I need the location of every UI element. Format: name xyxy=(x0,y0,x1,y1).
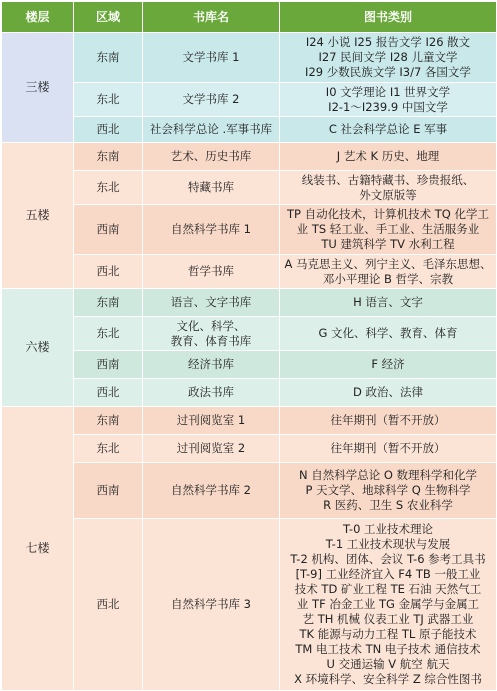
area-cell: 西北 xyxy=(74,255,143,289)
category-line: T-0 工业技术理论 xyxy=(342,522,434,536)
floor-group-6 xyxy=(2,289,497,407)
category-line: 业 TF 冶金工业 TG 金属学与金属工 xyxy=(296,597,480,611)
area-cell: 东南 xyxy=(74,143,143,171)
library-cell xyxy=(143,519,280,691)
library-name: 文学书库 1 xyxy=(182,50,240,64)
header-area: 区域 xyxy=(74,2,143,33)
category-line: C 社会科学总论 E 军事 xyxy=(328,122,448,136)
category-line: T-2 机构、团体、会议 T-6 参考工具书 xyxy=(290,552,486,566)
table-row xyxy=(2,117,497,143)
category-line: TP 自动化技术，计算机技术 TQ 化学工 xyxy=(286,207,489,221)
category-cell xyxy=(280,317,497,351)
library-cell xyxy=(143,83,280,117)
category-cell xyxy=(280,435,497,463)
area-cell: 西南 xyxy=(74,205,143,255)
category-cell xyxy=(280,171,497,205)
library-cell xyxy=(143,255,280,289)
library-cell xyxy=(143,463,280,519)
area-cell: 东南 xyxy=(74,289,143,317)
area-cell: 东北 xyxy=(74,317,143,351)
floor-cell: 三楼 xyxy=(2,33,74,143)
header-floor: 楼层 xyxy=(2,2,74,33)
library-name: 语言、文字书库 xyxy=(170,295,252,309)
floor-cell: 六楼 xyxy=(2,289,74,407)
area-cell: 东南 xyxy=(74,407,143,435)
area-cell: 东北 xyxy=(74,83,143,117)
category-cell xyxy=(280,143,497,171)
category-line: 技术 TD 矿业工程 TE 石油 天然气工 xyxy=(294,582,482,596)
category-line: 往年期刊（暂不开放） xyxy=(330,441,446,455)
table-row xyxy=(2,407,497,435)
category-cell xyxy=(280,519,497,691)
library-name: 艺术、历史书库 xyxy=(170,149,252,163)
category-cell xyxy=(280,407,497,435)
table-row xyxy=(2,171,497,205)
table-row xyxy=(2,33,497,83)
library-name: 教育、体育书库 xyxy=(170,333,252,348)
library-cell xyxy=(143,407,280,435)
library-cell xyxy=(143,33,280,83)
category-line: A 马克思主义、列宁主义、毛泽东思想、 xyxy=(284,256,492,271)
category-line: 往年期刊（暂不开放） xyxy=(330,413,446,427)
library-name: 过刊阅览室 2 xyxy=(176,441,246,455)
library-name: 文化、科学、 xyxy=(176,318,246,333)
category-cell xyxy=(280,351,497,379)
table-row xyxy=(2,205,497,255)
library-cell xyxy=(143,143,280,171)
category-line: J 艺术 K 历史、地理 xyxy=(336,149,440,163)
library-name: 哲学书库 xyxy=(188,264,234,278)
library-cell xyxy=(143,351,280,379)
category-line: I2-1～I239.9 中国文学 xyxy=(328,99,448,114)
category-cell xyxy=(280,289,497,317)
category-line: 外文原版等 xyxy=(359,187,417,202)
category-line: U 交通运输 V 航空 航天 xyxy=(326,657,450,671)
table-row xyxy=(2,519,497,691)
table-row xyxy=(2,317,497,351)
header-categories: 图书类别 xyxy=(280,2,497,33)
category-line: I24 小说 I25 报告文学 I26 散文 xyxy=(305,35,471,49)
category-line: F 经济 xyxy=(371,357,405,371)
library-name: 社会科学总论 .军事书库 xyxy=(149,122,273,136)
table-row xyxy=(2,435,497,463)
area-cell: 东南 xyxy=(74,33,143,83)
area-cell: 西南 xyxy=(74,351,143,379)
library-directory-table xyxy=(1,1,497,691)
header-row xyxy=(2,2,497,33)
library-name: 特藏书库 xyxy=(188,180,234,194)
category-line: TM 电工技术 TN 电子技术 通信技术 xyxy=(295,642,481,656)
table-row xyxy=(2,83,497,117)
category-line: G 文化、科学、教育、体育 xyxy=(318,326,458,340)
library-name: 自然科学书库 1 xyxy=(171,222,251,236)
category-line: TK 能源与动力工程 TL 原子能技术 xyxy=(299,627,477,641)
category-cell xyxy=(280,255,497,289)
category-cell xyxy=(280,117,497,143)
library-cell xyxy=(143,289,280,317)
table-row xyxy=(2,143,497,171)
area-cell: 西北 xyxy=(74,519,143,691)
floor-group-3 xyxy=(2,33,497,143)
floor-cell: 五楼 xyxy=(2,143,74,289)
category-cell xyxy=(280,83,497,117)
table-row xyxy=(2,463,497,519)
library-cell xyxy=(143,317,280,351)
floor-cell: 七楼 xyxy=(2,407,74,691)
library-cell xyxy=(143,379,280,407)
library-cell xyxy=(143,171,280,205)
floor-group-5 xyxy=(2,143,497,289)
area-cell: 西南 xyxy=(74,463,143,519)
category-cell xyxy=(280,205,497,255)
category-line: 线装书、古籍特藏书、珍贵报纸、 xyxy=(301,172,475,187)
library-name: 过刊阅览室 1 xyxy=(176,413,246,427)
area-cell: 东北 xyxy=(74,435,143,463)
category-line: 艺 TH 机械 仪表工业 TJ 武器工业 xyxy=(302,612,474,626)
category-line: I0 文学理论 I1 世界文学 xyxy=(325,84,451,99)
table-row xyxy=(2,289,497,317)
area-cell: 西北 xyxy=(74,117,143,143)
library-name: 政法书库 xyxy=(188,385,234,399)
table-row xyxy=(2,255,497,289)
table-row xyxy=(2,379,497,407)
library-cell xyxy=(143,117,280,143)
header-library: 书库名 xyxy=(143,2,280,33)
category-line: P 天文学、地球科学 Q 生物科学 xyxy=(305,483,471,497)
area-cell: 东北 xyxy=(74,171,143,205)
category-line: [T-9] 工业经济宜入 F4 TB 一般工业 xyxy=(295,567,481,581)
category-cell xyxy=(280,463,497,519)
category-cell xyxy=(280,33,497,83)
floor-group-7 xyxy=(2,407,497,691)
table-row xyxy=(2,351,497,379)
category-line: TU 建筑科学 TV 水利工程 xyxy=(321,237,455,251)
category-line: I27 民间文学 I28 儿童文学 xyxy=(318,50,458,64)
library-name: 自然科学书库 2 xyxy=(171,483,251,497)
library-name: 文学书库 2 xyxy=(182,92,240,106)
category-line: D 政治、法律 xyxy=(352,385,423,399)
library-name: 经济书库 xyxy=(188,357,234,371)
category-line: T-1 工业技术现状与发展 xyxy=(325,537,451,551)
library-name: 自然科学书库 3 xyxy=(171,597,251,611)
category-line: N 自然科学总论 O 数理科学和化学 xyxy=(298,468,478,482)
category-line: 邓小平理论 B 哲学、宗教 xyxy=(322,271,454,286)
category-line: I29 少数民族文学 I3/7 各国文学 xyxy=(305,65,471,79)
area-cell: 西北 xyxy=(74,379,143,407)
library-cell xyxy=(143,435,280,463)
category-line: R 医药、卫生 S 农业科学 xyxy=(323,498,453,512)
category-line: 业 TS 轻工业、手工业、生活服务业 xyxy=(296,222,480,236)
category-cell xyxy=(280,379,497,407)
category-line: X 环境科学、安全科学 Z 综合性图书 xyxy=(294,672,482,686)
library-cell xyxy=(143,205,280,255)
category-line: H 语言、文字 xyxy=(353,295,423,309)
